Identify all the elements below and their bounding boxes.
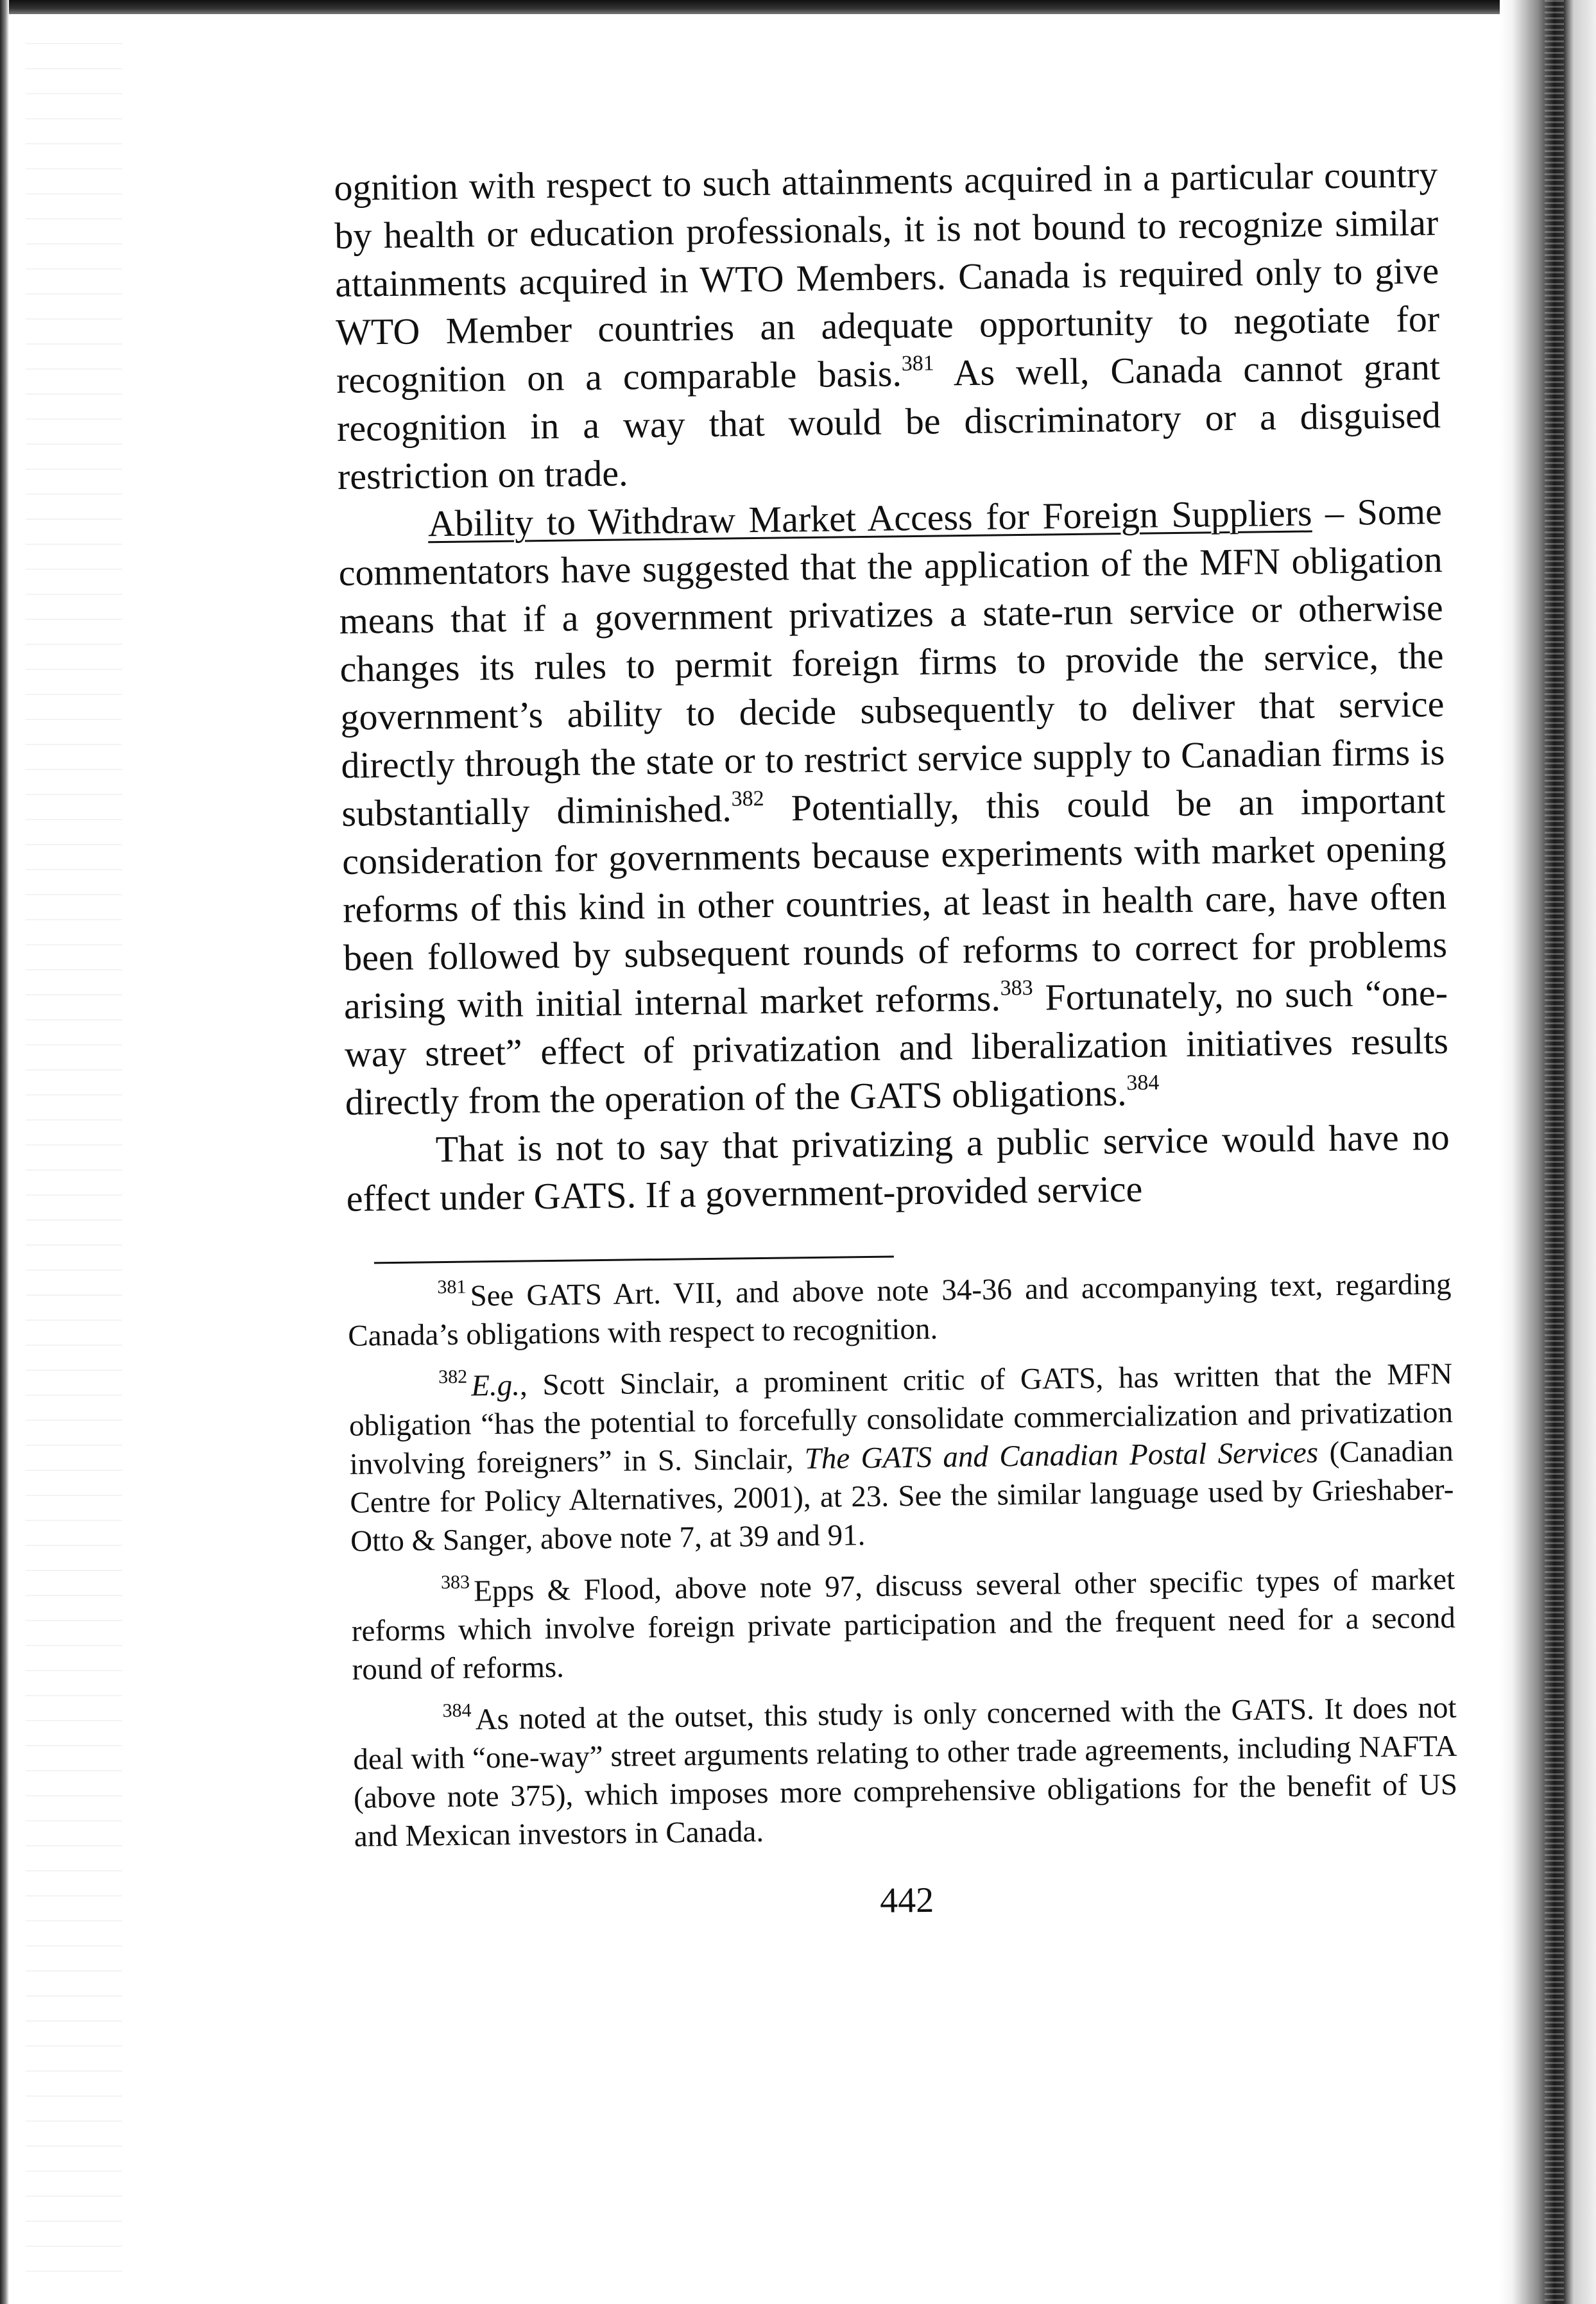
paragraph-privatizing [345,1113,1450,1223]
body-text [334,150,1450,1223]
footnote-384 [352,1689,1458,1856]
paragraph-text: Some commentators have suggested that the application of the MFN obligation means that if a government privatizes a state-run service or otherwise changes its rules to permit foreign firms to provide the service, the government’s ability to decide subsequently to deliver that service directly through the state or to restrict service supply to Canadian firms is substantially diminished. [338,490,1445,834]
footnote-number: 383 [440,1571,470,1594]
footnote-italic-lead: E.g. [470,1368,520,1403]
page-number: 442 [879,1880,934,1921]
heading-dash: – [1312,491,1358,534]
paragraph-text: ognition with respect to such attainments acquired in a particular country by health or education professionals, it is not bound to recognize similar attainments acquired in WTO Members. Canada is required only to give WTO Member countries an adequate opportunity to negotiate for recognition on a comparable basis. [334,153,1440,401]
paragraph-text: Potentially, this could be an important consideration for governments because experiments with market opening reforms of this kind in other countries, at least in health care, have often been followed by subsequent rounds of reforms to correct for problems arising with initial internal market reforms. [341,778,1448,1027]
footnote-separator [374,1255,894,1264]
paragraph-text: Fortunately, no such “one-way street” effect of privatization and liberalization initiatives results directly from the operation of the GATS obligations. [344,971,1449,1123]
paragraph-text: As well, Canada cannot grant recognition in a way that would be discriminatory or a disguised restriction on trade. [336,345,1441,497]
footnote-number: 384 [442,1699,472,1722]
footnote-text: (Canadian Centre for Policy Alternatives, 2001), at 23. See the similar language used by Grieshaber-Otto & Sanger, above note 7, at 39 and 91. [350,1434,1454,1558]
document-page [334,150,1459,1928]
footnote-ref-383: 383 [1000,976,1033,1001]
scan-left-shadow [0,0,9,2304]
footnote-number: 382 [438,1366,468,1388]
footnote-number: 381 [437,1276,467,1298]
footnote-ref-384: 384 [1126,1070,1160,1096]
footnotes [347,1265,1458,1856]
footnote-text: , Scott Sinclair, a prominent critic of GATS, has written that the MFN obligation “has the potential to forcefully consolidate commercialization and privatization involving foreigners” in S. Sinclair, [348,1357,1454,1481]
footnote-text: Epps & Flood, above note 97, discuss several other specific types of market reforms which involve foreign private participation and the frequent need for a second round of reforms. [351,1562,1456,1687]
paragraph-text: That is not to say that privatizing a public service would have no effect under GATS. If a government-provided service [346,1115,1450,1219]
scan-left-speckle [26,19,122,2291]
footnote-383 [351,1560,1456,1689]
paragraph-recognition [334,150,1441,501]
footnote-ref-382: 382 [731,786,764,811]
footnote-italic-title: The GATS and Canadian Postal Services [804,1436,1319,1476]
section-heading: Ability to Withdraw Market Access for Foreign Suppliers [427,492,1312,545]
footnote-381 [347,1265,1452,1355]
footnote-text: As noted at the outset, this study is only concerned with the GATS. It does not deal with “one-way” street arguments relating to other trade agreements, including NAFTA (above note 375), which imposes more comprehensive obligations for the benefit of US and Mexican investors in Canada. [353,1690,1458,1853]
scan-top-shadow [0,0,1596,14]
footnote-ref-381: 381 [901,351,934,376]
paragraph-market-access [338,487,1449,1126]
book-binding-edge [1500,0,1596,2304]
footnote-382 [348,1355,1455,1561]
footnote-text: See GATS Art. VII, and above note 34-36 and accompanying text, regarding Canada’s obligations with respect to recognition. [348,1267,1452,1353]
